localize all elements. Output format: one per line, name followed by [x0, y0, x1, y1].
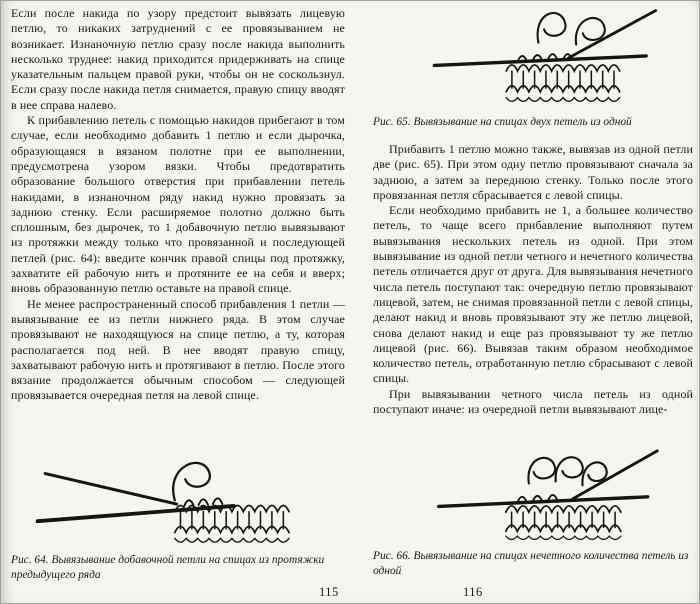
knitting-illustration-64	[25, 445, 315, 545]
paragraph: Если после накида по узору предстоит вывязать лицевую петлю, то никаких затруднений с ее провязыванием не возникает. Изнаночную петлю сразу после накида выполнить несколько труднее: накид приходится придерживать на спице указательным пальцем правой руки, чтобы он не соскользнул. Если сразу после накида петля снимается, правую спицу вводят в нее справа налево.	[11, 6, 345, 112]
page-right	[353, 1, 700, 604]
figure-65-caption: Рис. 65. Вывязывание на спицах двух петель из одной	[373, 116, 632, 128]
figure-66	[373, 445, 693, 578]
left-text-column	[11, 6, 345, 446]
page-left	[1, 1, 353, 604]
figure-65	[373, 3, 693, 130]
knitting-illustration-65	[425, 3, 665, 107]
figure-64	[11, 445, 345, 582]
paragraph: Прибавить 1 петлю можно также, вывязав из одной петли две (рис. 65). При этом одну петлю провязывают сначала за заднюю, а затем за переднюю стенку. Только после этого провязанная петля сбрасывается с левой спицы.	[373, 142, 693, 202]
knitting-illustration-66	[433, 445, 663, 541]
paragraph: К прибавлению петель с помощью накидов прибегают в том случае, если необходимо добавить 1 петлю и если дырочка, образующаяся в вязаном полотне при ее выполнении, предусмотрена узором вязки. Чтобы предотвратить образование большого отверстия при прибавлении петель накидами, в изнаночном ряду накид нужно провязать за заднюю стенку. Если расширяемое полотно должно быть сплошным, без дырочек, то 1 добавочную петлю вывязывают из протяжки между только что провязанной и последующей петлей (рис. 64): введите кончик правой спицы под протяжку, захватите ей рабочую нить и протяните ее на себя и вверх; вновь образованную петлю оставьте на правой спице.	[11, 113, 345, 296]
right-text-column	[373, 142, 693, 447]
paragraph: Если необходимо прибавить не 1, а большее количество петель, то чаще всего прибавление выполняют путем вывязывания нескольких петель из одной. При этом вывязывание из одной петли четного и нечетного количества петель отличается друг от друга. Для вывязывания нечетного числа петель поступают так: очередную петлю провязывают лицевой, затем, не снимая провязанной петли с левой спицы, делают накид и вновь провязывают эту же петлю лицевой, снова делают накид и еще раз провязывают ту же петлю лицевой (рис. 66). Вывязав таким образом необходимое количество петель, отработанную петлю сбрасывают с левой спицы.	[373, 203, 693, 386]
paragraph: При вывязывании четного числа петель из одной поступают иначе: из очередной петли вывязывают лице-	[373, 386, 693, 417]
figure-66-caption: Рис. 66. Вывязывание на спицах нечетного количества петель из одной	[373, 550, 689, 577]
page-number-116: 116	[463, 585, 483, 599]
page-number-115: 115	[319, 585, 339, 599]
figure-64-caption: Рис. 64. Вывязывание добавочной петли на спицах из протяжки предыдущего ряда	[11, 554, 325, 581]
paragraph: Не менее распространенный способ прибавления 1 петли — вывязывание ее из петли нижнего ряда. В этом случае провязывают не находящуюся на спице петлю, а ту, которая располагается под ней. В нее вводят правую спицу, захватывают рабочую нить и протягивают в петлю. После этого вязание продолжается обычным способом — следующей провязывается очередная петля на левой спице.	[11, 296, 345, 403]
